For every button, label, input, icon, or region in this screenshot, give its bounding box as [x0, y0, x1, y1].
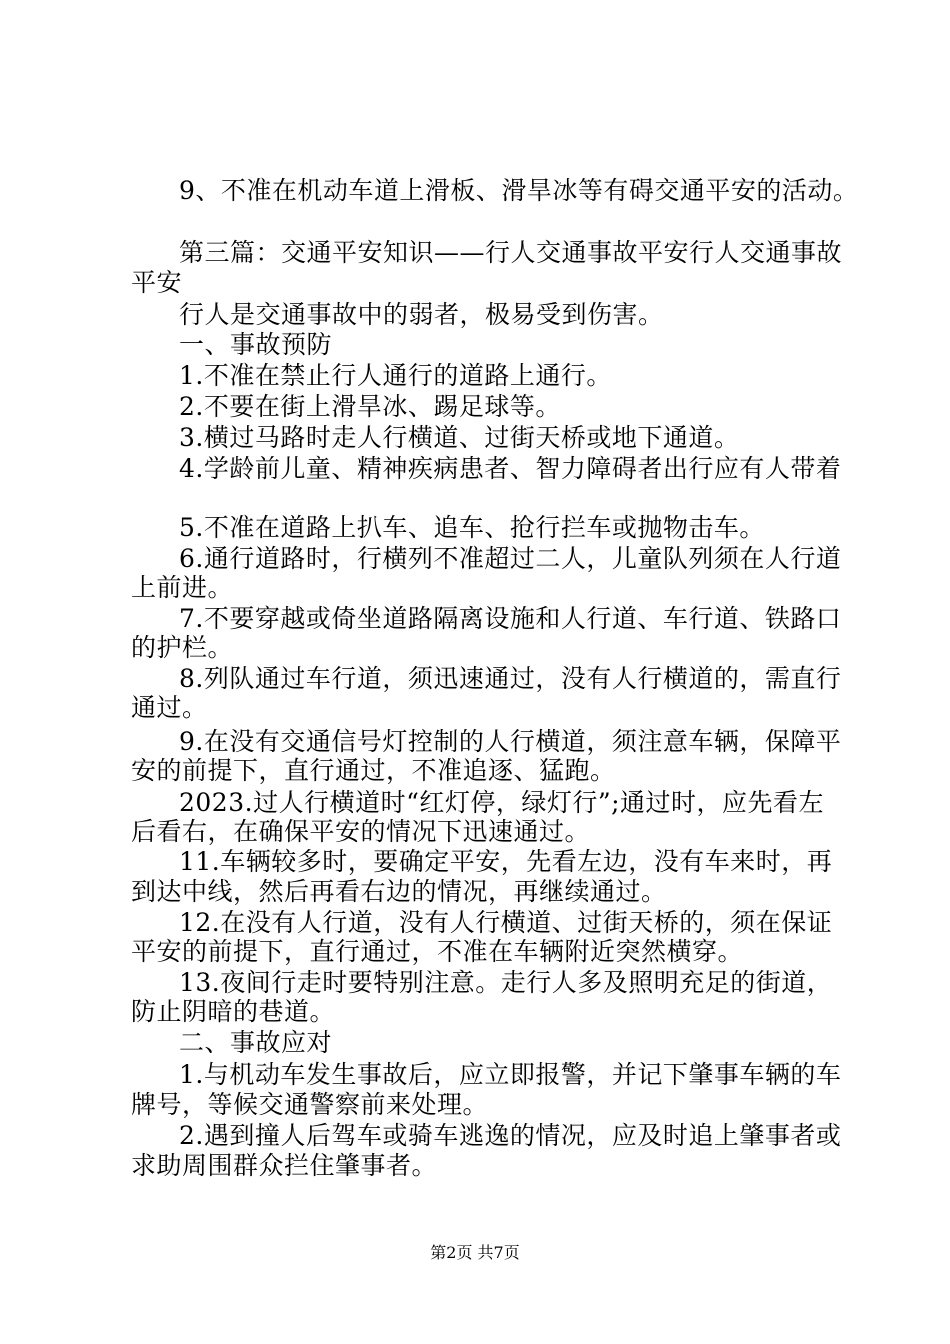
- prevention-item-5: 5.不准在道路上扒车、追车、抢行拦车或抛物击车。: [179, 513, 765, 542]
- section-title-line1: 第三篇：交通平安知识——行人交通事故平安行人交通事故: [179, 238, 843, 267]
- prevention-item-11-line1: 11.车辆较多时，要确定平安，先看左边，没有车来时，再: [179, 847, 833, 876]
- response-item-1-line1: 1.与机动车发生事故后，应立即报警，并记下肇事车辆的车: [179, 1060, 842, 1089]
- prevention-item-11-line2: 到达中线，然后再看右边的情况，再继续通过。: [131, 877, 667, 906]
- prevention-item-12-line2: 平安的前提下，直行通过，不准在车辆附近突然横穿。: [131, 937, 744, 966]
- page-footer: 第2页 共7页: [430, 1243, 520, 1262]
- prevention-item-10-line1: 2023.过人行横道时“红灯停，绿灯行”;通过时，应先看左: [179, 788, 825, 817]
- prevention-item-3: 3.横过马路时走人行横道、过街天桥或地下通道。: [179, 423, 740, 452]
- prevention-item-13-line1: 13.夜间行走时要特别注意。走行人多及照明充足的街道，: [179, 968, 833, 997]
- prevention-item-1: 1.不准在禁止行人通行的道路上通行。: [179, 361, 612, 390]
- prevention-item-7-line1: 7.不要穿越或倚坐道路隔离设施和人行道、车行道、铁路口: [179, 604, 842, 633]
- response-item-2-line1: 2.遇到撞人后驾车或骑车逃逸的情况，应及时追上肇事者或: [179, 1121, 842, 1150]
- heading-response: 二、事故应对: [179, 1028, 333, 1057]
- prevention-item-13-line2: 防止阴暗的巷道。: [131, 997, 336, 1026]
- response-item-1-line2: 牌号，等候交通警察前来处理。: [131, 1090, 489, 1119]
- prevention-item-8-line1: 8.列队通过车行道，须迅速通过，没有人行横道的，需直行: [179, 664, 842, 693]
- prevention-item-10-line2: 后看右，在确保平安的情况下迅速通过。: [131, 817, 591, 846]
- prevention-item-7-line2: 的护栏。: [131, 633, 234, 662]
- response-item-2-line2: 求助周围群众拦住肇事者。: [131, 1151, 438, 1180]
- prevention-item-6-line1: 6.通行道路时，行横列不准超过二人，儿童队列须在人行道: [179, 544, 842, 573]
- intro-item-9: 9、不准在机动车道上滑板、滑旱冰等有碍交通平安的活动。: [179, 176, 859, 205]
- prevention-item-4: 4.学龄前儿童、精神疾病患者、智力障碍者出行应有人带着: [179, 454, 842, 483]
- prevention-item-6-line2: 上前进。: [131, 573, 234, 602]
- lead-paragraph: 行人是交通事故中的弱者，极易受到伤害。: [179, 300, 664, 329]
- prevention-item-8-line2: 通过。: [131, 693, 208, 722]
- prevention-item-9-line2: 安的前提下，直行通过，不准追逐、猛跑。: [131, 756, 616, 785]
- prevention-item-9-line1: 9.在没有交通信号灯控制的人行横道，须注意车辆，保障平: [179, 727, 842, 756]
- prevention-item-12-line1: 12.在没有人行道，没有人行横道、过街天桥的，须在保证: [179, 908, 833, 937]
- prevention-item-2: 2.不要在街上滑旱冰、踢足球等。: [179, 392, 561, 421]
- heading-prevention: 一、事故预防: [179, 330, 333, 359]
- section-title-line2: 平安: [131, 268, 183, 297]
